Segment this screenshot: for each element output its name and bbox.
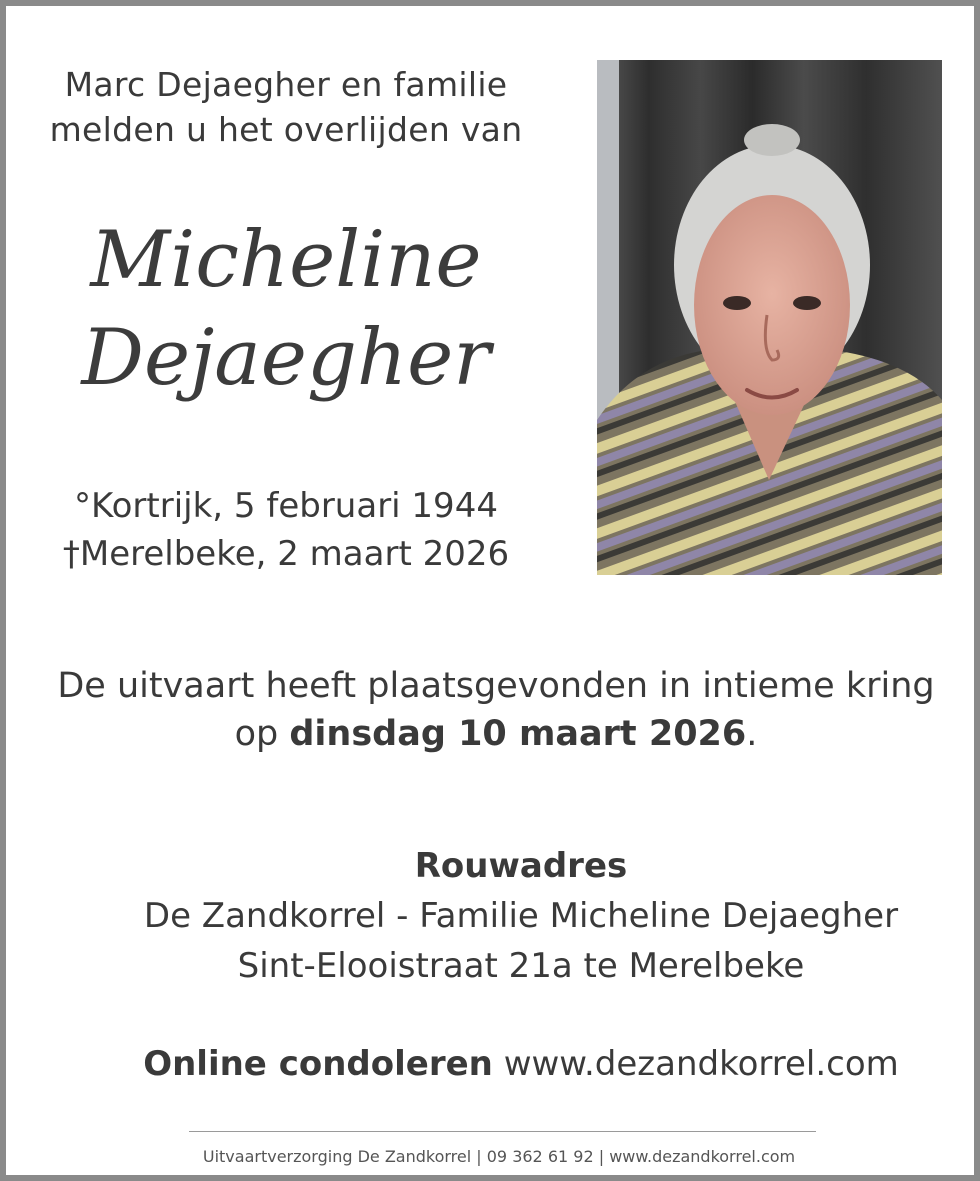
birth-date: °Kortrijk, 5 februari 1944 (74, 486, 498, 526)
deceased-name (46, 211, 526, 407)
intro-text (46, 62, 526, 152)
deceased-first-name: Micheline (90, 215, 482, 305)
mourning-address-line-1: De Zandkorrel - Familie Micheline Dejaegher (143, 896, 899, 936)
funeral-line-1: De uitvaart heeft plaatsgevonden in intieme kring (57, 666, 935, 706)
online-condolence-label: Online condoleren (143, 1044, 493, 1084)
deceased-last-name: Dejaegher (81, 313, 491, 403)
online-condolence-url[interactable]: www.dezandkorrel.com (503, 1044, 899, 1084)
death-date: †Merelbeke, 2 maart 2026 (62, 534, 510, 574)
funeral-prefix: op (234, 714, 279, 754)
funeral-date: dinsdag 10 maart 2026 (289, 714, 747, 754)
intro-line-1: Marc Dejaegher en familie (64, 65, 508, 104)
funeral-suffix: . (746, 714, 758, 754)
life-dates (46, 482, 526, 578)
funeral-line-2 (6, 710, 980, 758)
footer-divider (189, 1131, 816, 1132)
mourning-address (6, 841, 980, 991)
online-condolence (6, 1039, 980, 1089)
intro-line-2: melden u het overlijden van (49, 110, 523, 149)
footer-text: Uitvaartverzorging De Zandkorrel | 09 362 61 92 | www.dezandkorrel.com (202, 1147, 796, 1166)
portrait-photo (597, 60, 942, 575)
mourning-address-line-2: Sint-Elooistraat 21a te Merelbeke (237, 946, 805, 986)
funeral-notice (6, 662, 980, 758)
mourning-address-title: Rouwadres (414, 846, 628, 886)
